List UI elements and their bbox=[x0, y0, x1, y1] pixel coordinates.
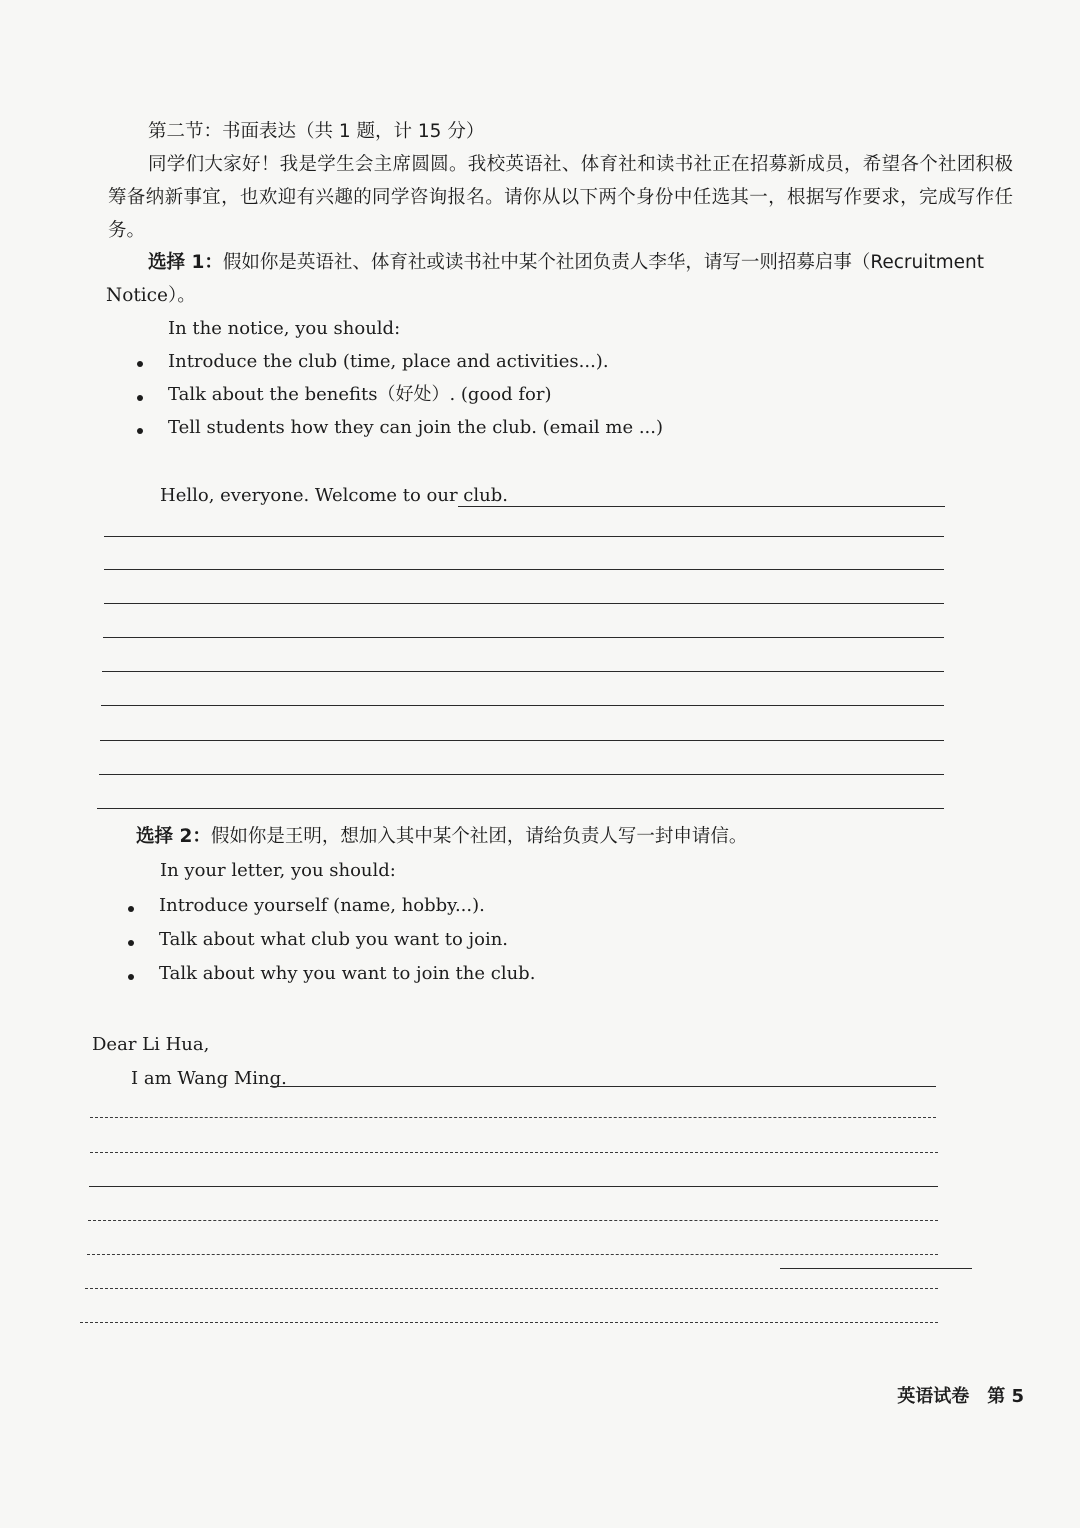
bullet-dot bbox=[128, 974, 134, 980]
bullet-dot bbox=[128, 940, 134, 946]
bullet-dot bbox=[137, 395, 143, 401]
bullet-dot bbox=[137, 428, 143, 434]
choice1-bullet-1: Introduce the club (time, place and activities...). bbox=[168, 351, 609, 372]
writing-line[interactable] bbox=[101, 705, 944, 706]
writing-line[interactable] bbox=[270, 1086, 936, 1087]
choice2-label: 选择 2： bbox=[136, 826, 211, 847]
choice2-bullet-1: Introduce yourself (name, hobby...). bbox=[159, 895, 485, 916]
writing-line[interactable] bbox=[104, 603, 944, 604]
bullet-dot bbox=[128, 906, 134, 912]
writing-line[interactable] bbox=[89, 1186, 938, 1187]
choice1-label: 选择 1： bbox=[148, 252, 223, 273]
choice1-prompt-text: 假如你是英语社、体育社或读书社中某个社团负责人李华，请写一则招募启事（Recruitment bbox=[222, 252, 985, 273]
intro-paragraph: 同学们大家好！我是学生会主席圆圆。我校英语社、体育社和读书社正在招募新成员，希望各个社团积极筹备纳新事宜，也欢迎有兴趣的同学咨询报名。请你从以下两个身份中任选其一，根据写作要求，完成写作任务。 bbox=[108, 154, 1013, 241]
choice2-starter: I am Wang Ming. bbox=[131, 1068, 287, 1089]
writing-line[interactable] bbox=[88, 1220, 938, 1221]
choice1-instruction: In the notice, you should: bbox=[168, 318, 401, 339]
choice2-bullet-3: Talk about why you want to join the club. bbox=[159, 963, 536, 984]
section-heading: 第二节：书面表达（共 1 题，计 15 分） bbox=[148, 121, 485, 142]
choice2-prompt-text: 假如你是王明，想加入其中某个社团，请给负责人写一封申请信。 bbox=[210, 826, 748, 847]
choice2-prompt bbox=[136, 825, 747, 849]
choice1-bullet-2: Talk about the benefits（好处）. (good for) bbox=[168, 384, 552, 405]
writing-line[interactable] bbox=[104, 536, 944, 537]
writing-line[interactable] bbox=[458, 506, 945, 507]
choice1-starter: Hello, everyone. Welcome to our club. bbox=[160, 485, 508, 506]
choice1-prompt-line1 bbox=[148, 251, 984, 275]
writing-line[interactable] bbox=[87, 1254, 938, 1255]
writing-line[interactable] bbox=[104, 569, 944, 570]
writing-line[interactable] bbox=[80, 1322, 938, 1323]
writing-line[interactable] bbox=[97, 808, 944, 809]
writing-line[interactable] bbox=[85, 1288, 938, 1289]
choice2-bullet-2: Talk about what club you want to join. bbox=[159, 929, 509, 950]
writing-line[interactable] bbox=[780, 1268, 972, 1269]
writing-line[interactable] bbox=[99, 774, 944, 775]
choice1-bullet-3: Tell students how they can join the club. (email me ...) bbox=[168, 417, 663, 438]
letter-salutation: Dear Li Hua, bbox=[92, 1034, 210, 1055]
writing-line[interactable] bbox=[102, 671, 944, 672]
page-footer: 英语试卷 第 5 bbox=[897, 1386, 1024, 1407]
writing-line[interactable] bbox=[103, 637, 944, 638]
writing-line[interactable] bbox=[90, 1152, 938, 1153]
writing-line[interactable] bbox=[90, 1117, 936, 1118]
writing-line[interactable] bbox=[100, 740, 944, 741]
choice2-instruction: In your letter, you should: bbox=[160, 860, 396, 881]
bullet-dot bbox=[137, 361, 143, 367]
choice1-prompt-line2: Notice）。 bbox=[106, 285, 196, 306]
